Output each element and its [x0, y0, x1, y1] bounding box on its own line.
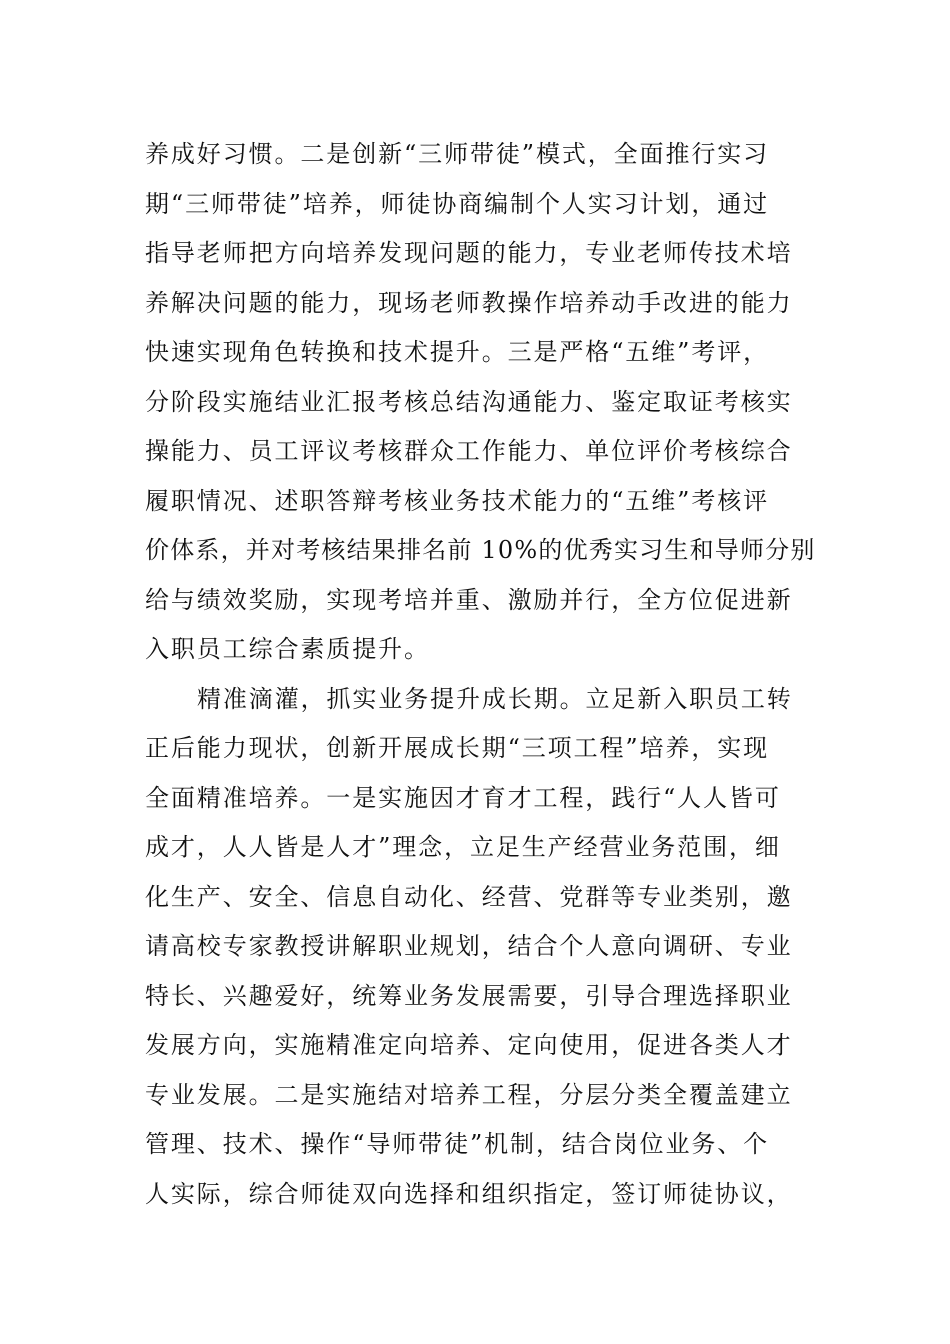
text-line-8: 履职情况、述职答辩考核业务技术能力的“五维”考核评 — [145, 486, 770, 515]
text-line-14: 全面精准培养。一是实施因才育才工程，践行“人人皆可 — [145, 783, 781, 812]
text-line-6: 分阶段实施结业汇报考核总结沟通能力、鉴定取证考核实 — [145, 387, 793, 416]
paragraph-2-first-line: 精准滴灌，抓实业务提升成长期。立足新入职员工转 — [197, 684, 793, 713]
text-line-3: 指导老师把方向培养发现问题的能力，专业老师传技术培 — [145, 239, 793, 267]
text-line-2: 期“三师带徒”培养，师徒协商编制个人实习计划，通过 — [145, 189, 770, 218]
text-line-1: 养成好习惯。二是创新“三师带徒”模式，全面推行实习 — [145, 140, 770, 168]
text-line-21: 管理、技术、操作“导师带徒”机制，结合岗位业务、个 — [145, 1130, 770, 1158]
text-line-20: 专业发展。二是实施结对培养工程，分层分类全覆盖建立 — [145, 1080, 793, 1109]
text-line-15: 成才，人人皆是人才”理念，立足生产经营业务范围，细 — [145, 833, 781, 861]
text-line-11: 入职员工综合素质提升。 — [145, 635, 430, 663]
text-line-22: 人实际，综合师徒双向选择和组织指定，签订师徒协议， — [145, 1179, 793, 1208]
text-line-5: 快速实现角色转换和技术提升。三是严格“五维”考评， — [145, 338, 770, 366]
text-line-13: 正后能力现状，创新开展成长期“三项工程”培养，实现 — [145, 734, 770, 762]
text-line-16: 化生产、安全、信息自动化、经营、党群等专业类别，邀 — [145, 882, 793, 911]
text-line-9: 价体系，并对考核结果排名前 10%的优秀实习生和导师分别 — [145, 536, 816, 564]
text-line-18: 特长、兴趣爱好，统筹业务发展需要，引导合理选择职业 — [145, 981, 793, 1010]
text-line-7: 操能力、员工评议考核群众工作能力、单位评价考核综合 — [145, 437, 793, 465]
document-body — [145, 130, 816, 1219]
text-line-19: 发展方向，实施精准定向培养、定向使用，促进各类人才 — [145, 1031, 793, 1059]
text-line-4: 养解决问题的能力，现场老师教操作培养动手改进的能力 — [145, 288, 793, 317]
text-line-17: 请高校专家教授讲解职业规划，结合个人意向调研、专业 — [145, 932, 793, 960]
text-line-10: 给与绩效奖励，实现考培并重、激励并行，全方位促进新 — [145, 585, 793, 614]
